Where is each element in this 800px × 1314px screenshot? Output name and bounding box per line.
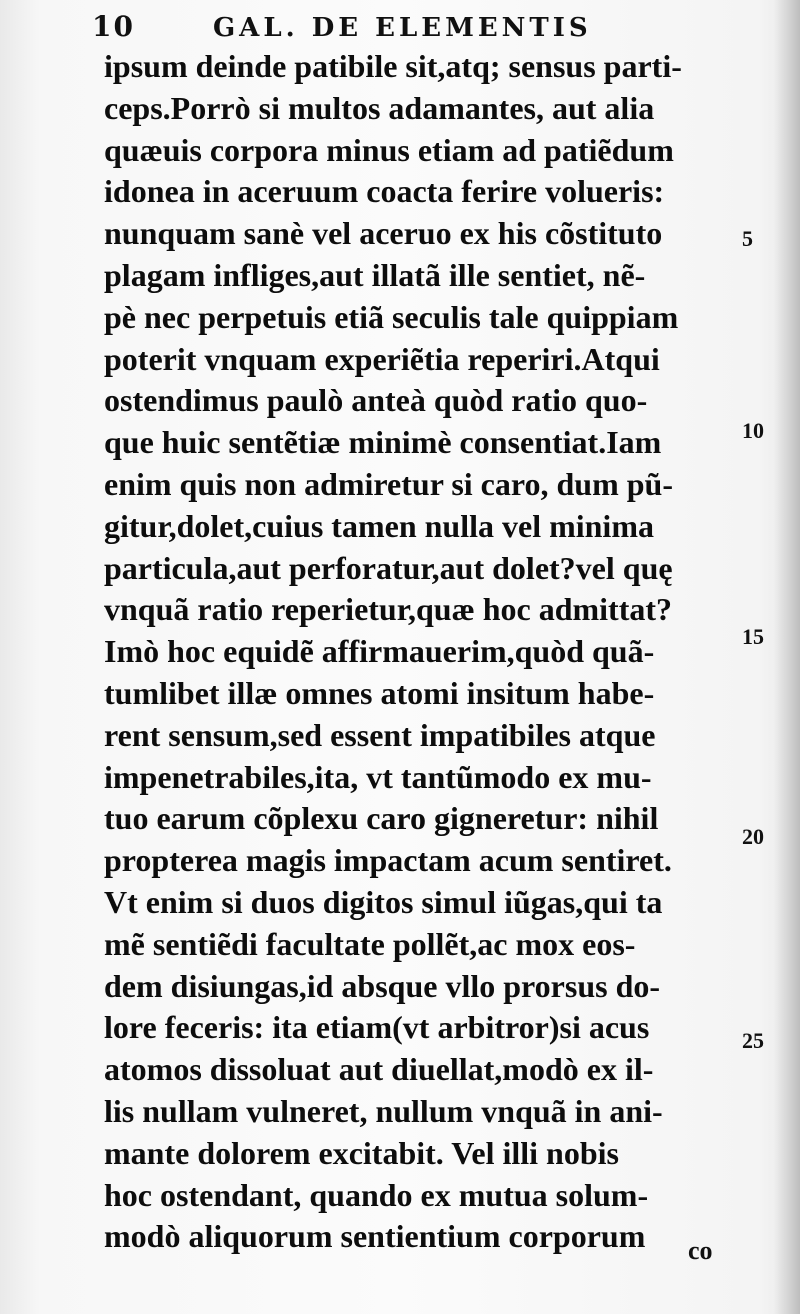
text-line: mante dolorem excitabit. Vel illi nobis: [104, 1134, 619, 1171]
main-text: [104, 46, 734, 1258]
catchword: co: [688, 1236, 713, 1265]
text-line: ipsum deinde patibile sit,atq; sensus parti-: [104, 48, 682, 84]
text-line: nunquam sanè vel aceruo ex his cõstituto: [104, 215, 663, 252]
text-line: enim quis non admiretur si caro, dum pũ-: [104, 465, 673, 502]
margin-line-number: 20: [742, 824, 764, 849]
margin-line-number: 5: [742, 226, 753, 251]
text-line: rent sensum,sed essent impatibiles atque: [104, 716, 656, 753]
margin-line-number: 15: [742, 624, 764, 649]
text-line: ostendimus paulò anteà quòd ratio quo-: [104, 382, 648, 419]
text-line: mẽ sentiẽdi facultate pollẽt,ac mox eos-: [104, 925, 636, 962]
text-line: plagam infliges,aut illatã ille sentiet, nẽ-: [104, 256, 646, 293]
text-line: poterit vnquam experiẽtia reperiri.Atqui: [104, 340, 660, 377]
text-line: gitur,dolet,cuius tamen nulla vel minima: [104, 507, 654, 544]
text-line: tuo earum cõplexu caro gigneretur: nihil: [104, 800, 659, 837]
text-line: impenetrabiles,ita, vt tantũmodo ex mu-: [104, 758, 652, 795]
text-line: propterea magis impactam acum sentiret.: [104, 842, 672, 879]
text-line: dem disiungas,id absque vllo prorsus do-: [104, 967, 661, 1004]
page-number: 10: [92, 10, 135, 43]
text-line: particula,aut perforatur,aut dolet?vel quę: [104, 549, 673, 586]
margin-line-number: 25: [742, 1028, 764, 1053]
text-line: vnquã ratio reperietur,quæ hoc admittat?: [104, 591, 672, 628]
text-line: Vt enim si duos digitos simul iũgas,qui ta: [104, 883, 663, 920]
text-line: lis nullam vulneret, nullum vnquã in ani-: [104, 1092, 663, 1129]
margin-line-number: 10: [742, 418, 764, 443]
text-line: que huic sentẽtiæ minimè consentiat.Iam: [104, 424, 662, 461]
running-title: GAL. DE ELEMENTIS: [212, 13, 592, 43]
text-line: tumlibet illæ omnes atomi insitum habe-: [104, 674, 655, 711]
text-line: idonea in aceruum coacta ferire volueris:: [104, 173, 665, 210]
text-line: hoc ostendant, quando ex mutua solum-: [104, 1176, 649, 1213]
text-line: modò aliquorum sentientium corporum: [104, 1218, 646, 1255]
text-line: Imò hoc equidẽ affirmauerim,quòd quã-: [104, 633, 655, 670]
page-edge-shadow: [774, 0, 800, 1314]
text-line: lore feceris: ita etiam(vt arbitror)si acus: [104, 1009, 650, 1046]
text-line: pè nec perpetuis etiã seculis tale quippiam: [104, 298, 679, 335]
text-line: atomos dissoluat aut diuellat,modò ex il-: [104, 1051, 654, 1088]
text-line: quæuis corpora minus etiam ad patiẽdum: [104, 131, 674, 168]
text-line: ceps.Porrò si multos adamantes, aut alia: [104, 89, 655, 126]
